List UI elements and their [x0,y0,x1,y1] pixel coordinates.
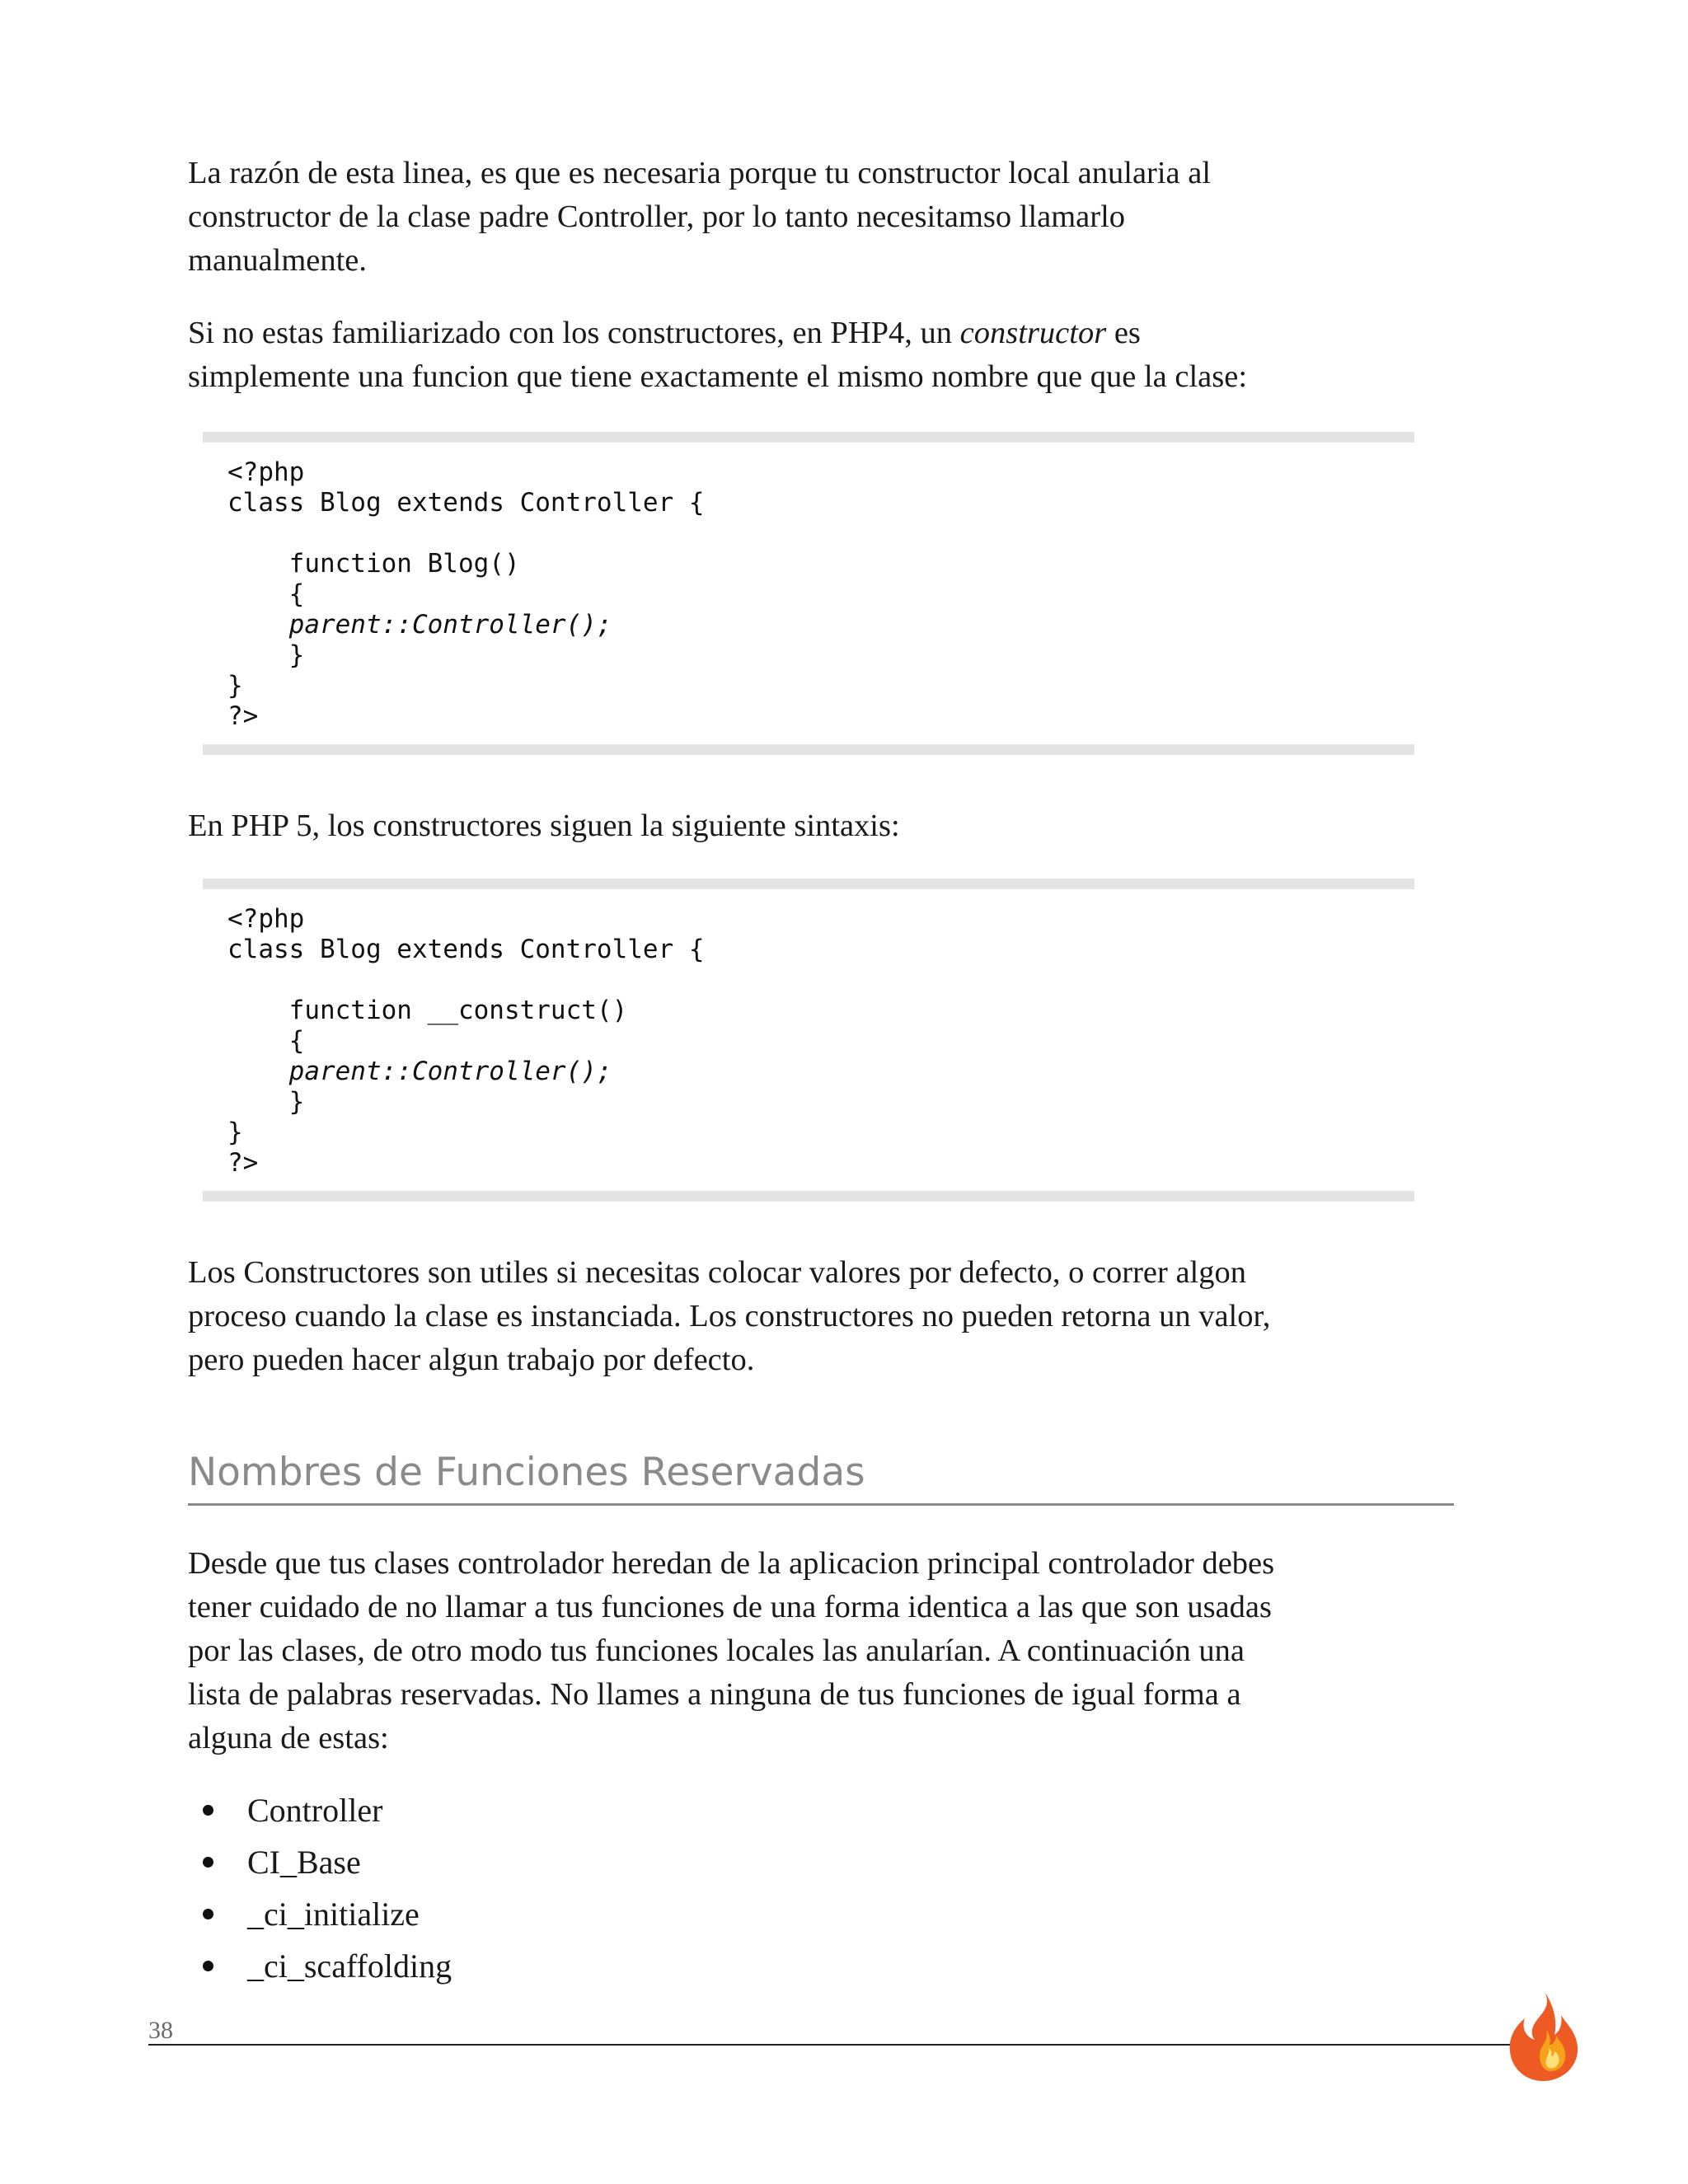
reserved-function-list [188,1784,452,1992]
text-line: tener cuidado de no llamar a tus funciones de una forma identica a las que son usadas [188,1590,1272,1624]
text-line: Los Constructores son utiles si necesitas colocar valores por defecto, o correr algon [188,1255,1246,1290]
list-item-label: _ci_initialize [247,1896,420,1933]
text-line: pero pueden hacer algun trabajo por defecto. [188,1343,755,1377]
code-text [227,904,705,1179]
text-fragment: Si no estas familiarizado con los constructores, en PHP4, un [188,316,960,350]
code-line: <?php [227,457,305,487]
text-line: proceso cuando la clase es instanciada. Los constructores no pueden retorna un valor, [188,1299,1271,1333]
list-item [188,1888,452,1940]
code-line: } [227,671,243,701]
code-line: } [227,1118,243,1147]
text-line: alguna de estas: [188,1721,389,1755]
paragraph-constructor-reason [188,152,1474,283]
code-line: } [227,1087,305,1117]
code-line [227,965,705,996]
page-number: 38 [148,2017,173,2044]
paragraph-reserved-names [188,1542,1474,1760]
text-line: manualmente. [188,243,368,278]
text-line: La razón de esta linea, es que es necesaria porque tu constructor local anularia al [188,156,1212,190]
paragraph-constructors-usage [188,1251,1474,1382]
text-line: simplemente una funcion que tiene exactamente el mismo nombre que que la clase: [188,359,1248,394]
italic-term: constructor [959,316,1107,350]
code-line: function Blog() [227,549,520,579]
section-heading: Nombres de Funciones Reservadas [188,1446,1454,1506]
code-line: <?php [227,904,305,934]
code-line: ?> [227,1148,259,1178]
paragraph-php5-syntax [188,804,1474,848]
code-line: parent::Controller(); [227,610,612,640]
paragraph-php4-constructor [188,312,1474,399]
text-line: constructor de la clase padre Controller, por lo tanto necesitamso llamarlo [188,199,1126,234]
list-item [188,1784,452,1836]
list-item-label: CI_Base [247,1844,361,1881]
code-line: class Blog extends Controller { [227,935,705,964]
bullet-icon [203,1909,213,1919]
text-line: En PHP 5, los constructores siguen la siguiente sintaxis: [188,808,900,843]
bullet-icon [203,1961,213,1971]
bullet-icon [203,1805,213,1816]
code-line: ?> [227,701,259,731]
footer-divider [148,2044,1512,2046]
code-line [227,518,705,549]
code-line: class Blog extends Controller { [227,488,705,518]
list-item [188,1940,452,1992]
code-line: parent::Controller(); [227,1057,612,1086]
text-line: por las clases, de otro modo tus funciones locales las anularían. A continuación una [188,1633,1245,1668]
code-line: function __construct() [227,996,628,1025]
text-line [188,312,1474,355]
code-line: } [227,640,305,670]
code-line: { [227,1026,305,1056]
text-line: Desde que tus clases controlador heredan de la aplicacion principal controlador debes [188,1546,1275,1581]
code-text [227,457,705,732]
bullet-icon [203,1857,213,1868]
code-block-php4 [203,432,1414,755]
text-line: lista de palabras reservadas. No llames a ninguna de tus funciones de igual forma a [188,1677,1241,1712]
list-item [188,1836,452,1888]
list-item-label: _ci_scaffolding [247,1947,452,1985]
code-line: { [227,579,305,609]
list-item-label: Controller [247,1792,383,1829]
code-block-php5 [203,879,1414,1202]
codeigniter-flame-icon [1505,1990,1581,2083]
text-fragment: es [1106,316,1141,350]
